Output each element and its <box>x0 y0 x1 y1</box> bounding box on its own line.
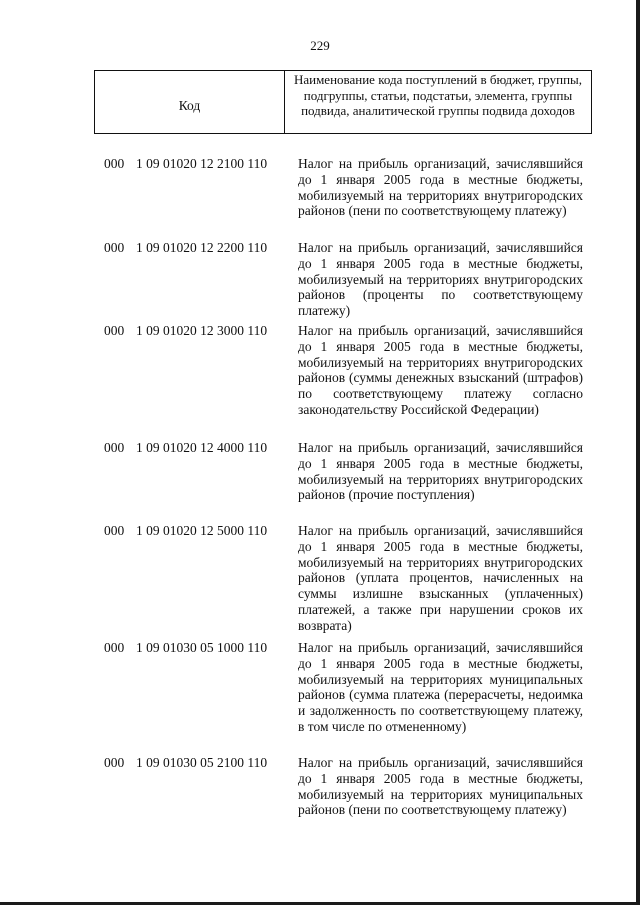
header-code-label: Код <box>95 71 285 133</box>
admin-code: 000 <box>104 755 125 770</box>
income-code: 1 09 01020 12 3000 110 <box>136 323 268 338</box>
page-number: 229 <box>310 38 330 53</box>
income-code: 1 09 01020 12 2200 110 <box>136 240 268 255</box>
income-code: 1 09 01020 12 5000 110 <box>136 523 268 538</box>
income-code: 1 09 01020 12 2100 110 <box>136 156 268 171</box>
income-code: 1 09 01030 05 2100 110 <box>136 755 268 770</box>
income-code: 1 09 01030 05 1000 110 <box>136 640 268 655</box>
admin-code: 000 <box>104 323 125 338</box>
income-description: Налог на прибыль организаций, зачислявшийся до 1 января 2005 года в местные бюджеты, мобилизуемый на территориях муниципальных районов (пени по соответствующему платежу) <box>298 755 583 818</box>
income-description: Налог на прибыль организаций, зачислявшийся до 1 января 2005 года в местные бюджеты, мобилизуемый на территориях внутригородских районов (прочие поступления) <box>298 440 583 503</box>
income-description: Налог на прибыль организаций, зачислявшийся до 1 января 2005 года в местные бюджеты, мобилизуемый на территориях внутригородских районов (пени по соответствующему платежу) <box>298 156 583 219</box>
table-header <box>94 70 592 134</box>
income-description: Налог на прибыль организаций, зачислявшийся до 1 января 2005 года в местные бюджеты, мобилизуемый на территориях муниципальных районов (сумма платежа (перерасчеты, недоимка и задолженность по соответствующему платежу, в том числе по отмененному) <box>298 640 583 734</box>
income-description: Налог на прибыль организаций, зачислявшийся до 1 января 2005 года в местные бюджеты, мобилизуемый на территориях внутригородских районов (суммы денежных взысканий (штрафов) по соответствующему платежу согласно законодательству Российской Федерации) <box>298 323 583 417</box>
admin-code: 000 <box>104 156 125 171</box>
income-code: 1 09 01020 12 4000 110 <box>136 440 268 455</box>
admin-code: 000 <box>104 440 125 455</box>
income-description: Налог на прибыль организаций, зачислявшийся до 1 января 2005 года в местные бюджеты, мобилизуемый на территориях внутригородских районов (проценты по соответствующему платежу) <box>298 240 583 319</box>
admin-code: 000 <box>104 640 125 655</box>
admin-code: 000 <box>104 240 125 255</box>
header-name-label: Наименование кода поступлений в бюджет, группы, подгруппы, статьи, подстатьи, элемента, группы подвида, аналитической группы подвида доходов <box>293 72 583 119</box>
admin-code: 000 <box>104 523 125 538</box>
income-description: Налог на прибыль организаций, зачислявшийся до 1 января 2005 года в местные бюджеты, мобилизуемый на территориях внутригородских районов (уплата процентов, начисленных на суммы излишне взысканных (уплаченных) платежей, а также при нарушении сроков их возврата) <box>298 523 583 633</box>
scan-edge-right <box>636 0 640 905</box>
